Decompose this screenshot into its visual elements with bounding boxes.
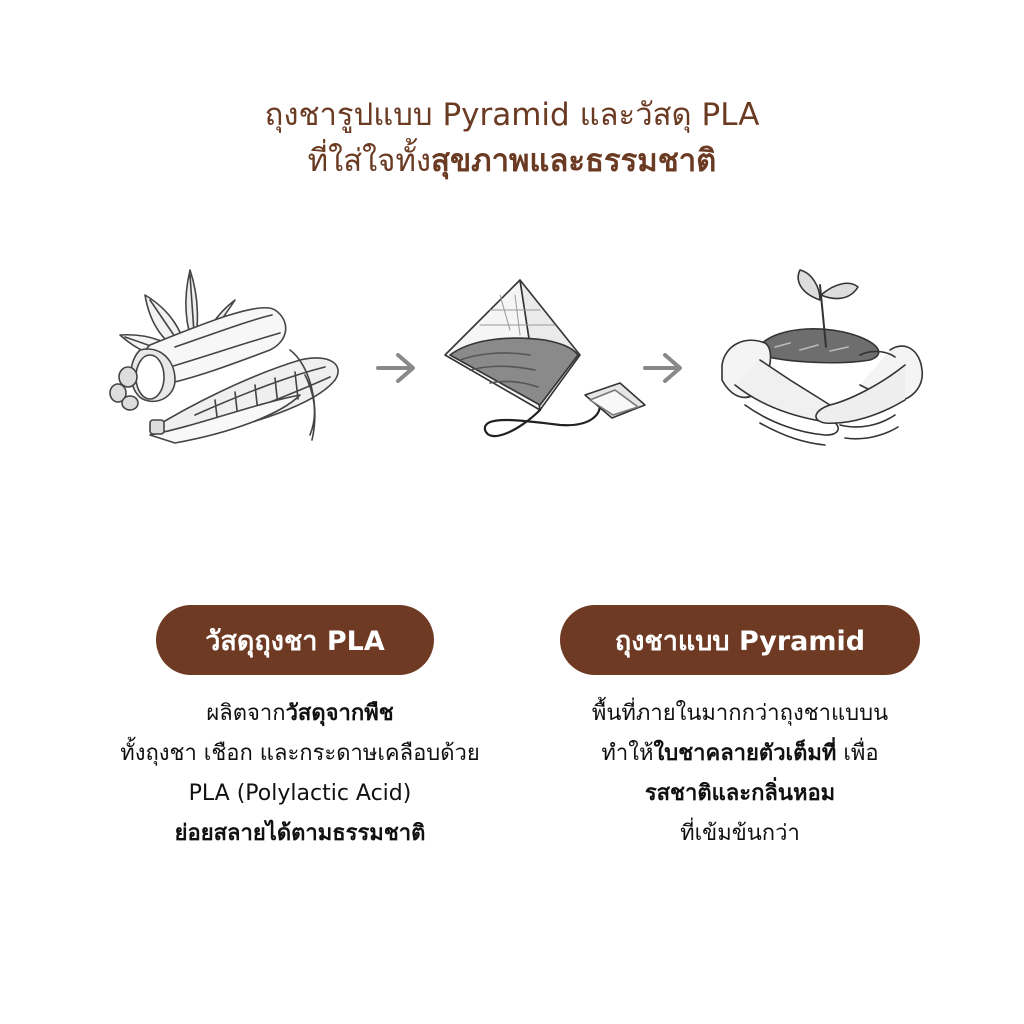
pla-title-badge (156, 605, 434, 675)
pyramid-title-badge (560, 605, 920, 675)
pla-line-4-bold: ย่อยสลายได้ตามธรรมชาติ (174, 821, 426, 846)
illustration-row (0, 255, 1024, 470)
pla-line-3: PLA (Polylactic Acid) (188, 781, 412, 806)
pla-title: วัสดุถุงชา PLA (205, 625, 385, 657)
pyramid-title: ถุงชาแบบ Pyramid (614, 625, 866, 657)
pyramid-line-3-bold: รสชาติและกลิ่นหอม (644, 781, 836, 806)
pyramid-line-2-normal-b: เพื่อ (836, 741, 879, 766)
pla-line-1 (50, 694, 550, 734)
pyramid-line-3 (490, 774, 990, 814)
page-heading (0, 92, 1024, 184)
pyramid-teabag-sketch (445, 280, 645, 436)
arrow-right-icon (645, 355, 680, 381)
pla-line-1-bold: วัสดุจากพืช (285, 701, 394, 726)
pyramid-line-2-normal-a: ทำให้ (601, 741, 654, 766)
heading-line-2-bold: สุขภาพและธรรมชาติ (431, 143, 717, 179)
pyramid-line-4: ที่เข้มข้นกว่า (680, 821, 800, 846)
pla-description (50, 694, 550, 854)
pyramid-line-2 (490, 734, 990, 774)
arrow-right-icon (378, 355, 413, 381)
pyramid-line-2-bold: ใบชาคลายตัวเต็มที่ (653, 741, 837, 766)
plant-materials-sketch (110, 270, 338, 443)
pla-line-4 (50, 814, 550, 854)
heading-line-1: ถุงชารูปแบบ Pyramid และวัสดุ PLA (264, 97, 760, 133)
pyramid-line-1: พื้นที่ภายในมากกว่าถุงชาแบบน (591, 701, 889, 726)
heading-line-2-normal: ที่ใส่ใจทั้ง (307, 143, 432, 179)
illustration-svg (0, 255, 1024, 470)
hands-holding-seedling-sketch (722, 270, 922, 445)
heading-line-2 (0, 138, 1024, 184)
pyramid-description (490, 694, 990, 854)
pla-line-1-normal: ผลิตจาก (206, 701, 286, 726)
pla-line-2: ทั้งถุงชา เชือก และกระดาษเคลือบด้วย (120, 741, 480, 766)
